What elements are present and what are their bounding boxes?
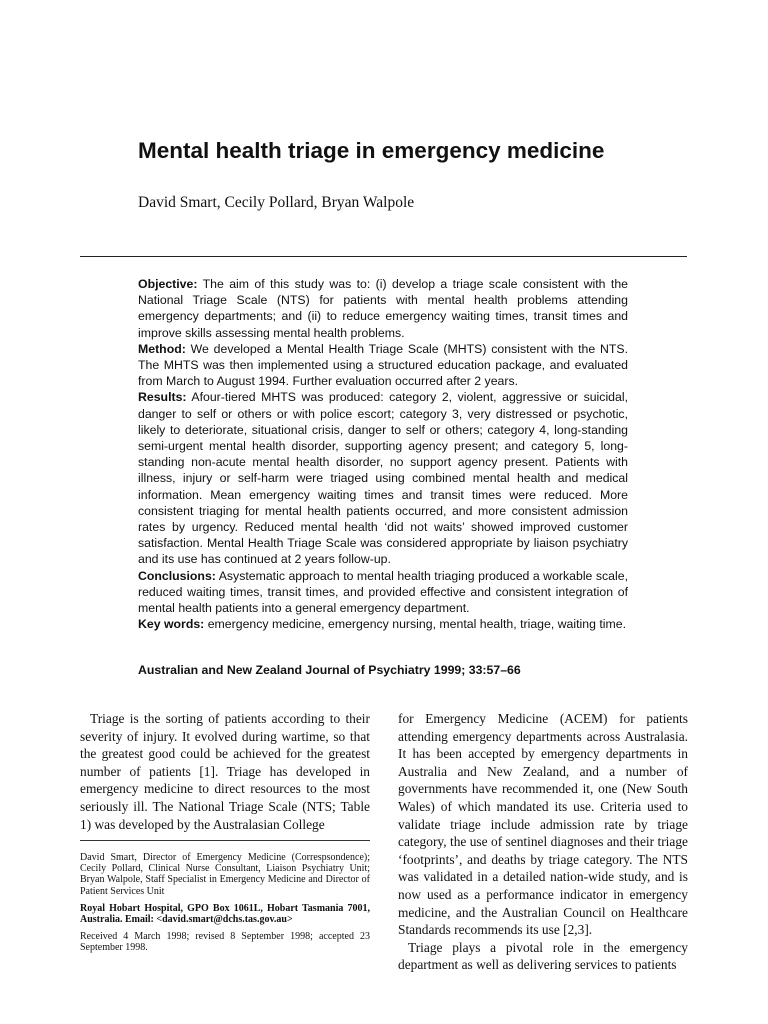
objective-text: The aim of this study was to: (i) develop a triage scale consistent with the National Triage Scale (NTS) for patients with mental health problems attending emergency departments; and (ii) to reduce emergency waiting times, transit times and improve skills assessing mental health problems.: [138, 277, 628, 340]
method-label: Method:: [138, 341, 186, 356]
body-column-right: [398, 710, 688, 974]
conclusions-label: Conclusions:: [138, 568, 216, 583]
author-list: David Smart, Cecily Pollard, Bryan Walpole: [138, 194, 415, 211]
abstract-objective: [138, 276, 628, 341]
method-text: We developed a Mental Health Triage Scale (MHTS) consistent with the NTS. The MHTS was then implemented using a structured education package, and evaluated from March to August 1994. Further evaluation occurred after 2 years.: [138, 341, 628, 389]
body-paragraph: Triage plays a pivotal role in the emergency department as well as delivering services to patients: [398, 939, 688, 973]
keywords-label: Key words:: [138, 617, 205, 632]
body-paragraph: for Emergency Medicine (ACEM) for patients attending emergency departments across Australasia. It has been accepted by emergency departments in Australia and New Zealand, and a number of governments have recommended it, one (New South Wales) of which mandated its use. Criteria used to validate triage include admission rate by triage category, the use of sentinel diagnoses and their triage ‘footprints’, and deaths by triage category. The NTS was validated in a detailed nation-wide study, and is now used as a performance indicator in emergency medicine, and the Australian Council on Healthcare Standards recommends its use [2,3].: [398, 711, 688, 938]
body-column-left: [80, 710, 370, 833]
correspondence-address: Royal Hobart Hospital, GPO Box 1061L, Hobart Tasmania 7001, Australia. Email: <david.smart@dchs.tas.gov.au>: [80, 902, 370, 926]
journal-citation: Australian and New Zealand Journal of Psychiatry 1999; 33:57–66: [138, 663, 521, 677]
keywords-text: emergency medicine, emergency nursing, mental health, triage, waiting time.: [204, 617, 627, 632]
abstract-conclusions: [138, 568, 628, 617]
author-affiliations: David Smart, Director of Emergency Medicine (Correspsondence); Cecily Pollard, Clinical Nurse Consultant, Liaison Psychiatry Unit; Bryan Walpole, Staff Specialist in Emergency Medicine and Director of Patient Services Unit: [80, 852, 370, 897]
conclusions-text: Asystematic approach to mental health triaging produced a workable scale, reduced waiting times, transit times, and provided effective and consistent integration of mental health patients into a general emergency department.: [138, 568, 628, 616]
objective-label: Objective:: [138, 277, 198, 291]
footnotes: [80, 852, 370, 960]
results-label: Results:: [138, 390, 187, 405]
body-paragraph: Triage is the sorting of patients according to their severity of injury. It evolved during wartime, so that the greatest good could be achieved for the greatest number of patients [1]. Triage has developed in emergency medicine to direct resources to the most seriously ill. The National Triage Scale (NTS; Table 1) was developed by the Australasian College: [80, 711, 370, 832]
abstract-keywords: [138, 616, 628, 632]
abstract-results: [138, 389, 628, 567]
abstract-method: [138, 341, 628, 390]
article-title: Mental health triage in emergency medicine: [138, 138, 605, 163]
header-divider: [80, 256, 687, 257]
received-dates: Received 4 March 1998; revised 8 September 1998; accepted 23 September 1998.: [80, 931, 370, 954]
abstract: [138, 276, 628, 632]
results-text: Afour-tiered MHTS was produced: category 2, violent, aggressive or suicidal, danger to self or others or with police escort; category 3, very distressed or psychotic, likely to deteriorate, situational crisis, danger to self or others; category 4, long-standing semi-urgent mental health disorder, supporting agency present; and category 5, long-standing non-acute mental health disorder, no support agency present. Patients with illness, injury or self-harm were triaged using combined mental health and medical information. Mean emergency waiting times and transit times were reduced. More consistent triaging for mental health patients occurred, and more consistent admission rates by urgency. Reduced mental health ‘did not waits’ showed improved customer satisfaction. Mental Health Triage Scale was considered appropriate by liaison psychiatry and its use has continued at 2 years follow-up.: [138, 390, 628, 567]
footnote-divider: [80, 840, 370, 841]
